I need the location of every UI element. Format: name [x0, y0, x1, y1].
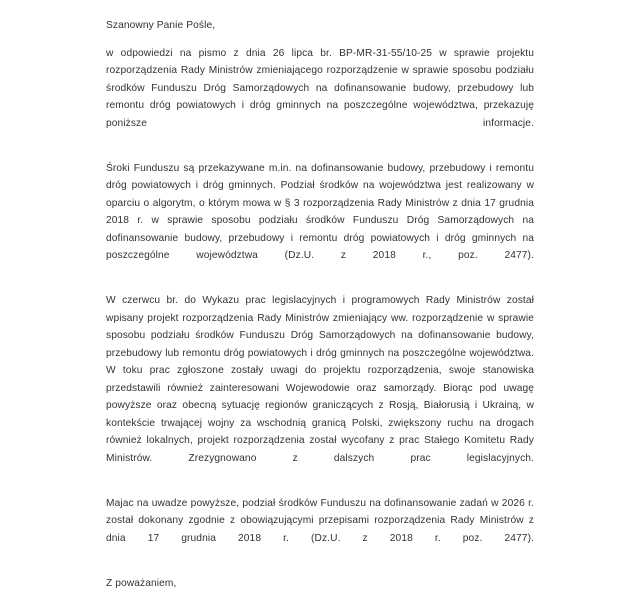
letter-body: [106, 17, 534, 592]
paragraph-4: Majac na uwadze powyższe, podział środków Funduszu na dofinansowanie zadań w 2026 r. został dokonany zgodnie z obowiązującymi przepisami rozporządzenia Rady Ministrów z dnia 17 grudnia 2018 r. (Dz.U. z 2018 r. poz. 2477).: [106, 495, 534, 565]
paragraph-2: Śroki Funduszu są przekazywane m.in. na dofinansowanie budowy, przebudowy i remontu dróg powiatowych i dróg gminnych. Podział środków na województwa jest realizowany w oparciu o algorytm, o którym mowa w § 3 rozporządzenia Rady Ministrów z dnia 17 grudnia 2018 r. w sprawie sposobu podziału środków Funduszu Dróg Samorządowych na dofinansowanie budowy, przebudowy i remontu dróg powiatowych i dróg gminnych na poszczególne województwa (Dz.U. z 2018 r., poz. 2477).: [106, 160, 534, 283]
closing-salutation: Z poważaniem,: [106, 575, 534, 592]
salutation: Szanowny Panie Pośle,: [106, 17, 534, 35]
paragraph-3: W czerwcu br. do Wykazu prac legislacyjnych i programowych Rady Ministrów został wpisany projekt rozporządzenia Rady Ministrów zmieniający ww. rozporządzenie w sprawie sposobu podziału środków Funduszu Dróg Samorządowych na dofinansowanie budowy, przebudowy lub remontu dróg powiatowych i dróg gminnych na poszczególne województwa. W toku prac zgłoszone zostały uwagi do projektu rozporządzenia, swoje stanowiska przedstawili również zainteresowani Wojewodowie oraz samorządy. Biorąc pod uwagę powyższe oraz obecną sytuację regionów graniczących z Rosją, Białorusią i Ukrainą, w kontekście trwającej wojny za wschodnią granicą Polski, zwiększony ruchu na drogach również lokalnych, projekt rozporządzenia został wycofany z prac Stałego Komitetu Rady Ministrów. Zrezygnowano z dalszych prac legislacyjnych.: [106, 292, 534, 485]
paragraph-1: w odpowiedzi na pismo z dnia 26 lipca br. BP-MR-31-55/10-25 w sprawie projektu rozporządzenia Rady Ministrów zmieniającego rozporządzenie w sprawie sposobu podziału środków Funduszu Dróg Samorządowych na dofinansowanie budowy, przebudowy lub remontu dróg powiatowych i dróg gminnych na poszczególne województwa, przekazuję poniższe informacje.: [106, 45, 534, 150]
